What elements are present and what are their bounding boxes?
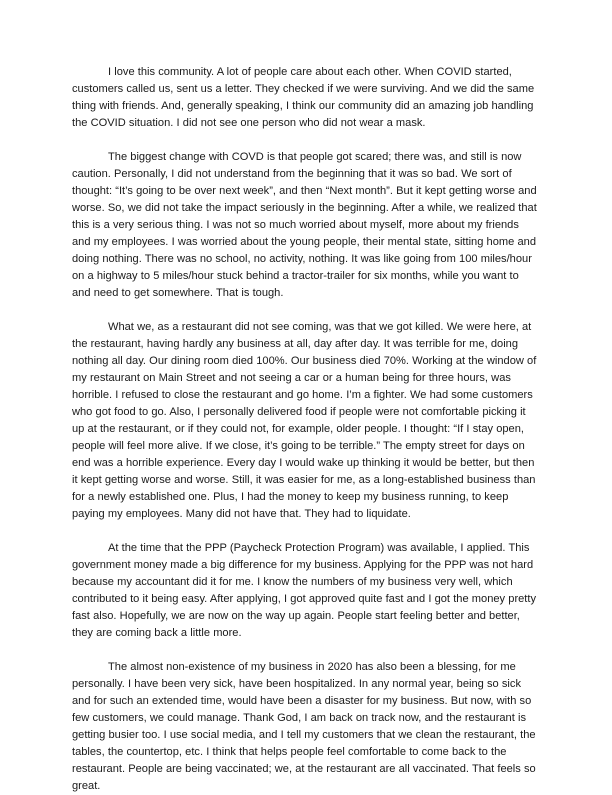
paragraph-ppp: At the time that the PPP (Paycheck Protection Program) was available, I applied. This government money made a big difference for my business. Applying for the PPP was not hard because my accountant did it for me. I know the numbers of my business very well, which contributed to it being easy. After applying, I got approved quite fast and I got the money pretty fast also. Hopefully, we are now on the way up again. People start feeling better and better, they are coming back a little more. (72, 542, 537, 639)
paragraph-blessing: The almost non-existence of my business in 2020 has also been a blessing, for me personally. I have been very sick, have been hospitalized. In any normal year, being so sick and for such an extended time, would have been a disaster for my business. But now, with so few customers, we could manage. Thank God, I am back on track now, and the restaurant is getting busier too. I use social media, and I tell my customers that we clean the restaurant, the tables, the countertop, etc. I think that helps people feel comfortable to come back to the restaurant. People are being vaccinated; we, at the restaurant are all vaccinated. That feels so great. (72, 661, 536, 792)
document-body (72, 64, 540, 795)
paragraph-restaurant-impact: What we, as a restaurant did not see coming, was that we got killed. We were here, at the restaurant, having hardly any business at all, day after day. It was terrible for me, doing nothing all day. Our dining room died 100%. Our business died 70%. Working at the window of my restaurant on Main Street and not seeing a car or a human being for three hours, was horrible. I refused to close the restaurant and go home. I’m a fighter. We had some customers who got food to go. Also, I personally delivered food if people were not comfortable picking it up at the restaurant, or if they could not, for example, older people. I thought: “If I stay open, people will feel more alive. If we close, it’s going to be terrible.” The empty street for days on end was a horrible experience. Every day I would wake up thinking it would be better, but then it kept getting worse and worse. Still, it was easier for me, as a long-established business than for a newly established one. Plus, I had the money to keep my business running, to keep paying my employees. Many did not have that. They had to liquidate. (72, 321, 537, 520)
paragraph-biggest-change: The biggest change with COVD is that people got scared; there was, and still is now caution. Personally, I did not understand from the beginning that it was so bad. We sort of thought: “It’s going to be over next week”, and then “Next month”. But it kept getting worse and worse. So, we did not take the impact seriously in the beginning. After a while, we realized that this is a very serious thing. I was not so much worried about myself, more about my friends and my employees. I was worried about the young people, their mental state, sitting home and doing nothing. There was no school, no activity, nothing. It was like going from 100 miles/hour on a highway to 5 miles/hour stuck behind a tractor-trailer for six months, while you want to and need to get somewhere. That is tough. (72, 151, 537, 299)
paragraph-community: I love this community. A lot of people care about each other. When COVID started, customers called us, sent us a letter. They checked if we were surviving. And we did the same thing with friends. And, generally speaking, I think our community did an amazing job handling the COVID situation. I did not see one person who did not wear a mask. (72, 66, 535, 129)
